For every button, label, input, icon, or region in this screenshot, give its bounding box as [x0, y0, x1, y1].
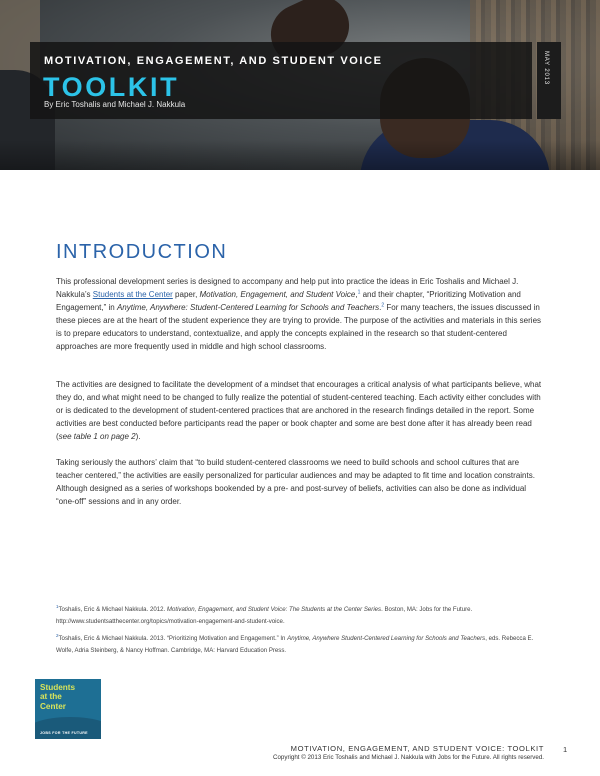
logo-line: at the [40, 692, 62, 702]
footnote-2 [56, 633, 542, 656]
footnote-1 [56, 604, 542, 627]
footnote-title: Motivation, Engagement, and Student Voice: The Students at the Center Series [166, 606, 382, 613]
photo-shade [0, 140, 600, 170]
section-heading: INTRODUCTION [56, 241, 228, 263]
footnote-number: 2 [56, 632, 59, 638]
byline: By Eric Toshalis and Michael J. Nakkula [44, 100, 186, 109]
text-run: paper, [172, 290, 200, 300]
logo-wordmark [40, 683, 75, 711]
text-run: Toshalis, Eric & Michael Nakkula. 2012. [58, 606, 167, 613]
book-title: Anytime, Anywhere: Student-Centered Learning for Schools and Teachers [116, 303, 380, 313]
paper-title: Motivation, Engagement, and Student Voice [199, 290, 356, 300]
footnote-title: Anytime, Anywhere Student-Centered Learning for Schools and Teachers [287, 635, 486, 642]
page-title: TOOLKIT [43, 72, 180, 102]
logo-line: Center [40, 701, 66, 711]
text-run: . Boston, MA: Jobs for the Future. http://www.studentsatthecenter.org/topics/motivation-engagement-and-student-voice. [56, 606, 473, 625]
page-number: 1 [563, 745, 568, 754]
text-run: , eds. Rebecca E. Wolfe, Adria Steinberg, & Nancy Hoffman. Cambridge, MA: Harvard Education Press. [56, 635, 534, 654]
text-run: ). [135, 432, 141, 442]
students-at-the-center-logo [35, 679, 101, 739]
logo-subtitle: JOBS FOR THE FUTURE [40, 731, 88, 735]
text-run: The activities are designed to facilitate the development of a mindset that encourages a critical analysis of what participants believe, what they do, and what might need to be changed to fully realize the potential of student-centered teaching. Each activity either concludes with or is dedicated to the development of student-centered practices that are anchored in the research findings detailed in the report. Some activities are best conducted before participants read the paper or book chapter and some are best done after it has already been read ( [56, 380, 542, 442]
footnote-ref-1[interactable]: 1 [357, 289, 361, 296]
series-kicker: MOTIVATION, ENGAGEMENT, AND STUDENT VOICE [44, 55, 383, 67]
publication-date: MAY 2013 [543, 51, 549, 85]
text-run: Taking seriously the authors’ claim that “to build student-centered classrooms we need to build schools and school cultures that are teacher centered,” the activities are easily personalized for particular audiences and may be adapted to fit time and location constraints. Although designed as a series of workshops bookended by a pre- and post-survey of beliefs, activities can also be done as individual “one-off” sessions and in any order. [56, 458, 535, 507]
intro-paragraph-1 [56, 275, 546, 354]
intro-paragraph-2 [56, 378, 546, 443]
footnote-ref-2[interactable]: 2 [381, 302, 385, 309]
table-reference: see table 1 on page 2 [58, 432, 136, 442]
text-run: , [355, 290, 358, 300]
footer-copyright: Copyright © 2013 Eric Toshalis and Michael J. Nakkula with Jobs for the Future. All rights reserved. [273, 754, 544, 761]
footnote-number: 1 [56, 603, 59, 609]
text-run: This professional development series is designed to accompany and help put into practice the ideas in Eric Toshalis and Michael J. Nakkula’s [56, 277, 519, 300]
text-run: Toshalis, Eric & Michael Nakkula. 2013. “Prioritizing Motivation and Engagement.” In [58, 635, 288, 642]
date-tab [537, 42, 561, 119]
intro-paragraph-3 [56, 456, 546, 508]
students-at-the-center-link[interactable]: Students at the Center [92, 290, 173, 300]
footer-title: MOTIVATION, ENGAGEMENT, AND STUDENT VOICE: TOOLKIT [290, 744, 544, 753]
text-run: . [379, 303, 382, 313]
logo-swoosh [35, 717, 101, 739]
text-run: For many teachers, the issues discussed in these pieces are at the heart of the student experience they are trying to provide. The purpose of the activities and materials in this series is to prepare educators to understand, contextualize, and apply the concepts explained in the research so that student-centered approaches are more frequently used in middle and high school classrooms. [56, 303, 542, 352]
logo-line: Students [40, 683, 76, 692]
text-run: and their chapter, “Prioritizing Motivation and Engagement,” in [56, 290, 521, 313]
